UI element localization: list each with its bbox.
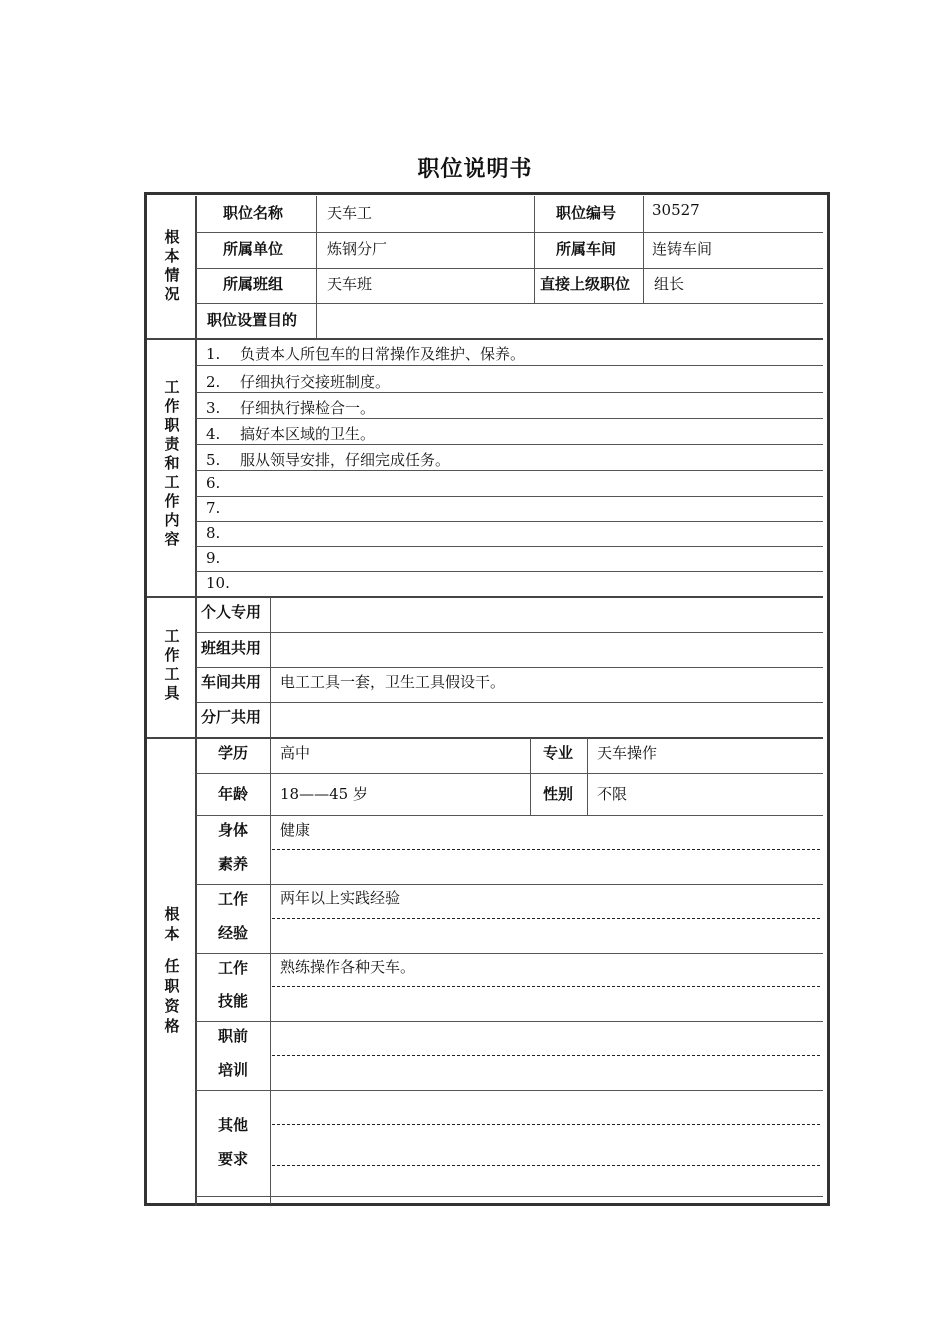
- row-divider: [196, 1196, 823, 1197]
- team-value: 天车班: [327, 275, 373, 293]
- row-divider: [196, 546, 823, 547]
- section-label-basic: 根 本 情 况: [164, 228, 180, 303]
- experience-label-line1: 工作: [218, 890, 249, 908]
- gender-value: 不限: [597, 785, 628, 803]
- duty-item: 9.: [206, 549, 221, 567]
- row-divider: [196, 953, 823, 954]
- purpose-label: 职位设置目的: [207, 311, 298, 329]
- duty-item: 4. 搞好本区域的卫生。: [206, 425, 376, 443]
- dashed-line: [272, 1124, 820, 1125]
- age-label: 年龄: [218, 785, 249, 803]
- row-divider: [196, 521, 823, 522]
- workshop-value: 连铸车间: [652, 240, 713, 258]
- superior-value: 组长: [654, 275, 685, 293]
- row-divider: [196, 773, 823, 774]
- training-label-line2: 培训: [218, 1061, 249, 1079]
- major-value: 天车操作: [597, 744, 658, 762]
- row-divider: [196, 632, 823, 633]
- column-divider: [534, 196, 535, 303]
- column-divider: [270, 738, 271, 1204]
- duty-item: 3. 仔细执行操检合一。: [206, 399, 376, 417]
- row-divider: [196, 444, 823, 445]
- row-divider: [196, 496, 823, 497]
- other-label-line2: 要求: [218, 1150, 249, 1168]
- row-divider: [196, 418, 823, 419]
- physical-label-line2: 素养: [218, 855, 249, 873]
- column-divider: [316, 196, 317, 338]
- row-divider: [196, 365, 823, 366]
- physical-label-line1: 身体: [218, 821, 249, 839]
- label-column-divider: [195, 196, 197, 1206]
- section-divider: [147, 596, 823, 598]
- section-label-tools: 工 作 工 具: [164, 627, 180, 702]
- row-divider: [196, 470, 823, 471]
- gender-label: 性别: [543, 785, 574, 803]
- dashed-line: [272, 1055, 820, 1056]
- row-divider: [196, 884, 823, 885]
- row-divider: [196, 392, 823, 393]
- skills-label-line2: 技能: [218, 992, 249, 1010]
- duty-item: 5. 服从领导安排，仔细完成任务。: [206, 451, 451, 469]
- row-divider: [196, 1021, 823, 1022]
- age-value: 18——45 岁: [280, 785, 368, 803]
- row-divider: [196, 815, 823, 816]
- document-title: 职位说明书: [417, 157, 533, 182]
- row-divider: [196, 571, 823, 572]
- dashed-line: [272, 1165, 820, 1166]
- position-code-label: 职位编号: [556, 204, 617, 222]
- section-label-duties: 工 作 职 责 和 工 作 内 容: [164, 378, 180, 548]
- team-label: 所属班组: [223, 275, 284, 293]
- unit-label: 所属单位: [223, 240, 284, 258]
- position-name-label: 职位名称: [223, 204, 284, 222]
- other-label-line1: 其他: [218, 1116, 249, 1134]
- row-divider: [196, 667, 823, 668]
- skills-value: 熟练操作各种天车。: [280, 958, 416, 976]
- unit-value: 炼钢分厂: [327, 240, 388, 258]
- experience-value: 两年以上实践经验: [280, 889, 401, 907]
- section-label-qualifications: 根 本 任 职 资 格: [164, 905, 180, 1035]
- row-divider: [196, 303, 823, 304]
- column-divider: [530, 738, 531, 815]
- section-divider: [147, 338, 823, 340]
- column-divider: [643, 196, 644, 303]
- duty-item: 2. 仔细执行交接班制度。: [206, 373, 391, 391]
- row-divider: [196, 702, 823, 703]
- duty-item: 1. 负责本人所包车的日常操作及维护、保养。: [206, 345, 526, 363]
- duty-item: 10.: [206, 574, 230, 592]
- duty-item: 6.: [206, 474, 221, 492]
- skills-label-line1: 工作: [218, 959, 249, 977]
- position-code-value: 30527: [652, 201, 700, 219]
- education-value: 高中: [280, 744, 311, 762]
- row-divider: [196, 232, 823, 233]
- training-label-line1: 职前: [218, 1027, 249, 1045]
- column-divider: [587, 738, 588, 815]
- section-divider: [147, 737, 823, 739]
- dashed-line: [272, 918, 820, 919]
- tool-workshop-label: 车间共用: [201, 673, 262, 691]
- row-divider: [196, 268, 823, 269]
- row-divider: [196, 1090, 823, 1091]
- tool-factory-label: 分厂共用: [201, 708, 262, 726]
- physical-value: 健康: [280, 821, 311, 839]
- tool-team-label: 班组共用: [201, 639, 262, 657]
- tool-personal-label: 个人专用: [201, 603, 262, 621]
- duty-item: 7.: [206, 499, 221, 517]
- major-label: 专业: [543, 744, 574, 762]
- experience-label-line2: 经验: [218, 924, 249, 942]
- superior-label: 直接上级职位: [540, 275, 631, 293]
- duty-item: 8.: [206, 524, 221, 542]
- dashed-line: [272, 986, 820, 987]
- education-label: 学历: [218, 744, 249, 762]
- position-name-value: 天车工: [327, 204, 373, 222]
- tool-workshop-value: 电工工具一套，卫生工具假设干。: [280, 673, 506, 691]
- workshop-label: 所属车间: [556, 240, 617, 258]
- dashed-line: [272, 849, 820, 850]
